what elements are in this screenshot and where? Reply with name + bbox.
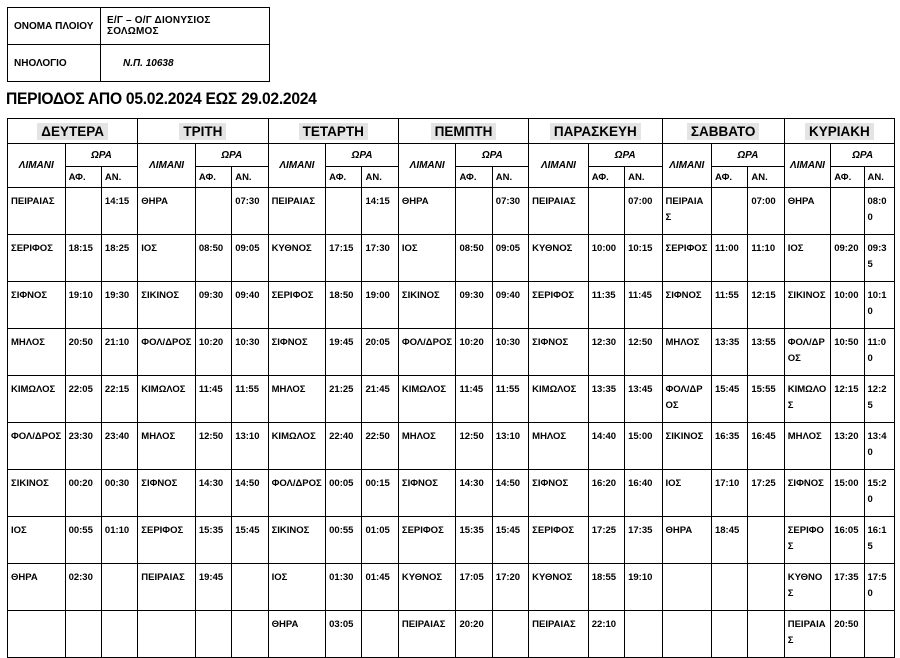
- port-cell: ΣΙΚΙΝΟΣ: [662, 423, 711, 470]
- arrival-cell: 16:35: [711, 423, 747, 470]
- port-cell: ΣΙΦΝΟΣ: [784, 470, 830, 517]
- departure-header: ΑΝ.: [362, 167, 398, 188]
- port-header: ΛΙΜΑΝΙ: [784, 144, 830, 188]
- departure-cell: 01:45: [362, 564, 398, 611]
- arrival-cell: 08:50: [456, 235, 492, 282]
- departure-cell: 13:45: [625, 376, 662, 423]
- table-row: [8, 470, 895, 517]
- departure-header: ΑΝ.: [232, 167, 268, 188]
- time-header: ΩΡΑ: [65, 144, 138, 167]
- arrival-cell: 15:45: [711, 376, 747, 423]
- registry-label: ΝΗΟΛΟΓΙΟ: [8, 45, 101, 82]
- arrival-cell: 01:30: [326, 564, 362, 611]
- departure-cell: 10:15: [625, 235, 662, 282]
- arrival-cell: 18:55: [588, 564, 624, 611]
- arrival-cell: 19:10: [65, 282, 101, 329]
- port-cell: ΘΗΡΑ: [8, 564, 66, 611]
- arrival-cell: 10:00: [588, 235, 624, 282]
- port-cell: ΣΕΡΙΦΟΣ: [784, 517, 830, 564]
- table-row: [8, 611, 895, 658]
- departure-cell: 17:25: [748, 470, 784, 517]
- port-cell: ΣΕΡΙΦΟΣ: [138, 517, 196, 564]
- port-cell: ΚΥΘΝΟΣ: [268, 235, 326, 282]
- table-row: [8, 235, 895, 282]
- arrival-cell: 19:45: [195, 564, 231, 611]
- port-cell: ΘΗΡΑ: [398, 188, 456, 235]
- departure-cell: 15:55: [748, 376, 784, 423]
- arrival-header: ΑΦ.: [588, 167, 624, 188]
- arrival-cell: 16:05: [831, 517, 864, 564]
- departure-cell: 10:30: [492, 329, 528, 376]
- port-cell: ΣΙΦΝΟΣ: [268, 329, 326, 376]
- day-label: ΤΕΤΑΡΤΗ: [299, 123, 368, 140]
- table-row: [8, 517, 895, 564]
- departure-cell: 07:30: [492, 188, 528, 235]
- arrival-cell: 10:20: [456, 329, 492, 376]
- arrival-cell: 11:55: [711, 282, 747, 329]
- arrival-cell: 22:10: [588, 611, 624, 658]
- port-cell: ΣΕΡΙΦΟΣ: [529, 517, 589, 564]
- port-cell: [138, 611, 196, 658]
- arrival-cell: [326, 188, 362, 235]
- day-label: ΤΡΙΤΗ: [179, 123, 226, 140]
- arrival-cell: 21:25: [326, 376, 362, 423]
- arrival-cell: 19:45: [326, 329, 362, 376]
- departure-cell: 22:15: [101, 376, 137, 423]
- departure-header: ΑΝ.: [748, 167, 784, 188]
- departure-cell: 17:30: [362, 235, 398, 282]
- arrival-cell: 18:50: [326, 282, 362, 329]
- arrival-cell: 12:50: [456, 423, 492, 470]
- departure-cell: 17:35: [625, 517, 662, 564]
- table-row: [8, 282, 895, 329]
- port-cell: ΚΥΘΝΟΣ: [529, 564, 589, 611]
- port-cell: ΠΕΙΡΑΙΑΣ: [138, 564, 196, 611]
- port-cell: ΙΟΣ: [138, 235, 196, 282]
- time-header: ΩΡΑ: [456, 144, 529, 167]
- ship-name-label: ΟΝΟΜΑ ΠΛΟΙΟΥ: [8, 8, 101, 45]
- arrival-cell: 12:15: [831, 376, 864, 423]
- departure-cell: 14:50: [232, 470, 268, 517]
- arrival-cell: 00:55: [326, 517, 362, 564]
- departure-cell: [362, 611, 398, 658]
- arrival-cell: [195, 611, 231, 658]
- table-row: [8, 329, 895, 376]
- departure-cell: 14:50: [492, 470, 528, 517]
- arrival-cell: 23:30: [65, 423, 101, 470]
- port-cell: ΚΥΘΝΟΣ: [398, 564, 456, 611]
- port-cell: ΠΕΙΡΑΙΑΣ: [662, 188, 711, 235]
- table-row: [8, 376, 895, 423]
- arrival-cell: 09:30: [456, 282, 492, 329]
- arrival-header: ΑΦ.: [456, 167, 492, 188]
- arrival-cell: 20:50: [831, 611, 864, 658]
- day-header-row: [8, 119, 895, 144]
- port-cell: ΚΙΜΩΛΟΣ: [268, 423, 326, 470]
- port-cell: ΜΗΛΟΣ: [8, 329, 66, 376]
- port-header: ΛΙΜΑΝΙ: [398, 144, 456, 188]
- arrival-header: ΑΦ.: [65, 167, 101, 188]
- arrival-cell: [65, 611, 101, 658]
- departure-header: ΑΝ.: [864, 167, 894, 188]
- departure-cell: 20:05: [362, 329, 398, 376]
- departure-cell: 16:45: [748, 423, 784, 470]
- arrival-cell: [195, 188, 231, 235]
- port-cell: ΣΙΦΝΟΣ: [138, 470, 196, 517]
- departure-header: ΑΝ.: [101, 167, 137, 188]
- port-cell: ΣΙΦΝΟΣ: [529, 470, 589, 517]
- departure-cell: 09:40: [492, 282, 528, 329]
- departure-cell: 13:55: [748, 329, 784, 376]
- ship-name-value: Ε/Γ – Ο/Γ ΔΙΟΝΥΣΙΟΣ ΣΟΛΩΜΟΣ: [101, 8, 270, 45]
- departure-cell: 07:00: [625, 188, 662, 235]
- table-row: [8, 423, 895, 470]
- port-cell: ΣΙΦΝΟΣ: [529, 329, 589, 376]
- arrival-cell: 20:50: [65, 329, 101, 376]
- port-cell: ΠΕΙΡΑΙΑΣ: [529, 188, 589, 235]
- departure-cell: 15:45: [232, 517, 268, 564]
- arrival-cell: [711, 611, 747, 658]
- arrival-header: ΑΦ.: [326, 167, 362, 188]
- departure-cell: 11:45: [625, 282, 662, 329]
- departure-cell: 11:00: [864, 329, 894, 376]
- day-label: ΔΕΥΤΕΡΑ: [37, 123, 108, 140]
- departure-cell: 10:30: [232, 329, 268, 376]
- departure-cell: 19:30: [101, 282, 137, 329]
- departure-cell: 08:00: [864, 188, 894, 235]
- arrival-cell: 13:35: [711, 329, 747, 376]
- port-header: ΛΙΜΑΝΙ: [662, 144, 711, 188]
- port-cell: ΚΙΜΩΛΟΣ: [784, 376, 830, 423]
- arrival-cell: 00:55: [65, 517, 101, 564]
- port-cell: ΣΙΦΝΟΣ: [662, 282, 711, 329]
- arrival-cell: 11:45: [456, 376, 492, 423]
- arrival-cell: [456, 188, 492, 235]
- departure-cell: [625, 611, 662, 658]
- departure-cell: 07:00: [748, 188, 784, 235]
- port-cell: ΙΟΣ: [784, 235, 830, 282]
- arrival-cell: 11:45: [195, 376, 231, 423]
- departure-cell: 09:35: [864, 235, 894, 282]
- departure-cell: 15:20: [864, 470, 894, 517]
- registry-value: Ν.Π. 10638: [101, 45, 270, 82]
- arrival-cell: 12:30: [588, 329, 624, 376]
- day-label: ΣΑΒΒΑΤΟ: [687, 123, 759, 140]
- departure-cell: 16:15: [864, 517, 894, 564]
- port-cell: ΣΙΚΙΝΟΣ: [268, 517, 326, 564]
- arrival-cell: 17:05: [456, 564, 492, 611]
- departure-header: ΑΝ.: [492, 167, 528, 188]
- departure-cell: 19:00: [362, 282, 398, 329]
- departure-cell: 09:05: [492, 235, 528, 282]
- departure-cell: 18:25: [101, 235, 137, 282]
- departure-cell: 00:30: [101, 470, 137, 517]
- departure-cell: 13:40: [864, 423, 894, 470]
- port-header: ΛΙΜΑΝΙ: [529, 144, 589, 188]
- departure-cell: [748, 611, 784, 658]
- time-header: ΩΡΑ: [711, 144, 784, 167]
- arrival-header: ΑΦ.: [831, 167, 864, 188]
- day-header: [138, 119, 268, 144]
- departure-cell: [864, 611, 894, 658]
- arrival-cell: 14:30: [195, 470, 231, 517]
- arrival-cell: 15:35: [456, 517, 492, 564]
- port-cell: ΠΕΙΡΑΙΑΣ: [784, 611, 830, 658]
- arrival-cell: 20:20: [456, 611, 492, 658]
- departure-cell: 11:55: [492, 376, 528, 423]
- table-row: [8, 564, 895, 611]
- time-header: ΩΡΑ: [831, 144, 895, 167]
- day-label: ΠΑΡΑΣΚΕΥΗ: [550, 123, 641, 140]
- port-cell: ΦΟΛ/ΔΡΟΣ: [398, 329, 456, 376]
- arrival-cell: 13:20: [831, 423, 864, 470]
- table-row: [8, 188, 895, 235]
- port-cell: ΦΟΛ/ΔΡΟΣ: [8, 423, 66, 470]
- arrival-cell: 11:00: [711, 235, 747, 282]
- port-cell: ΙΟΣ: [398, 235, 456, 282]
- port-cell: ΦΟΛ/ΔΡΟΣ: [268, 470, 326, 517]
- port-cell: ΣΙΦΝΟΣ: [398, 470, 456, 517]
- arrival-cell: 14:30: [456, 470, 492, 517]
- departure-cell: 15:45: [492, 517, 528, 564]
- arrival-cell: 17:15: [326, 235, 362, 282]
- day-label: ΚΥΡΙΑΚΗ: [805, 123, 874, 140]
- day-header: [8, 119, 138, 144]
- departure-cell: 12:50: [625, 329, 662, 376]
- port-header: ΛΙΜΑΝΙ: [268, 144, 326, 188]
- arrival-cell: 02:30: [65, 564, 101, 611]
- departure-cell: [232, 611, 268, 658]
- arrival-cell: 13:35: [588, 376, 624, 423]
- arrival-cell: [65, 188, 101, 235]
- port-cell: [662, 611, 711, 658]
- departure-cell: 11:55: [232, 376, 268, 423]
- period-title: ΠΕΡΙΟΔΟΣ ΑΠΟ 05.02.2024 ΕΩΣ 29.02.2024: [6, 89, 317, 108]
- port-cell: ΙΟΣ: [268, 564, 326, 611]
- departure-cell: 12:25: [864, 376, 894, 423]
- port-cell: ΘΗΡΑ: [138, 188, 196, 235]
- arrival-cell: 15:35: [195, 517, 231, 564]
- port-cell: ΙΟΣ: [662, 470, 711, 517]
- arrival-cell: 17:10: [711, 470, 747, 517]
- departure-cell: 16:40: [625, 470, 662, 517]
- day-header: [662, 119, 784, 144]
- departure-cell: 17:50: [864, 564, 894, 611]
- time-header: ΩΡΑ: [588, 144, 662, 167]
- departure-cell: 09:05: [232, 235, 268, 282]
- departure-cell: 13:10: [232, 423, 268, 470]
- port-cell: ΘΗΡΑ: [268, 611, 326, 658]
- departure-cell: 10:10: [864, 282, 894, 329]
- port-cell: ΜΗΛΟΣ: [138, 423, 196, 470]
- port-cell: ΣΙΚΙΝΟΣ: [8, 470, 66, 517]
- day-label: ΠΕΜΠΤΗ: [431, 123, 497, 140]
- port-cell: ΠΕΙΡΑΙΑΣ: [398, 611, 456, 658]
- port-cell: ΦΟΛ/ΔΡΟΣ: [138, 329, 196, 376]
- arrival-cell: 09:30: [195, 282, 231, 329]
- departure-cell: 21:45: [362, 376, 398, 423]
- departure-cell: [748, 517, 784, 564]
- port-cell: ΣΙΦΝΟΣ: [8, 282, 66, 329]
- port-cell: ΜΗΛΟΣ: [398, 423, 456, 470]
- port-cell: ΚΙΜΩΛΟΣ: [138, 376, 196, 423]
- departure-cell: 23:40: [101, 423, 137, 470]
- arrival-cell: 10:20: [195, 329, 231, 376]
- port-header: ΛΙΜΑΝΙ: [138, 144, 196, 188]
- arrival-header: ΑΦ.: [195, 167, 231, 188]
- departure-cell: [232, 564, 268, 611]
- port-cell: ΣΕΡΙΦΟΣ: [268, 282, 326, 329]
- port-cell: ΜΗΛΟΣ: [784, 423, 830, 470]
- port-cell: ΦΟΛ/ΔΡΟΣ: [784, 329, 830, 376]
- departure-cell: [101, 611, 137, 658]
- port-cell: ΣΙΚΙΝΟΣ: [138, 282, 196, 329]
- port-cell: ΚΙΜΩΛΟΣ: [398, 376, 456, 423]
- departure-cell: 17:20: [492, 564, 528, 611]
- arrival-cell: [711, 188, 747, 235]
- arrival-cell: [711, 564, 747, 611]
- departure-cell: 13:10: [492, 423, 528, 470]
- port-cell: [8, 611, 66, 658]
- vessel-info-table: [7, 7, 270, 82]
- arrival-cell: 11:35: [588, 282, 624, 329]
- port-cell: ΚΙΜΩΛΟΣ: [529, 376, 589, 423]
- departure-cell: [748, 564, 784, 611]
- day-header: [398, 119, 528, 144]
- departure-cell: 12:15: [748, 282, 784, 329]
- departure-cell: 14:15: [362, 188, 398, 235]
- port-cell: ΜΗΛΟΣ: [662, 329, 711, 376]
- port-cell: ΠΕΙΡΑΙΑΣ: [529, 611, 589, 658]
- arrival-cell: 17:25: [588, 517, 624, 564]
- arrival-cell: 00:20: [65, 470, 101, 517]
- arrival-cell: 10:00: [831, 282, 864, 329]
- port-cell: ΣΙΚΙΝΟΣ: [784, 282, 830, 329]
- departure-cell: 15:00: [625, 423, 662, 470]
- port-cell: ΚΙΜΩΛΟΣ: [8, 376, 66, 423]
- time-header: ΩΡΑ: [326, 144, 399, 167]
- port-cell: ΣΕΡΙΦΟΣ: [398, 517, 456, 564]
- arrival-header: ΑΦ.: [711, 167, 747, 188]
- port-cell: [662, 564, 711, 611]
- schedule-table: [7, 118, 895, 658]
- departure-cell: [492, 611, 528, 658]
- arrival-cell: 18:45: [711, 517, 747, 564]
- port-cell: ΣΙΚΙΝΟΣ: [398, 282, 456, 329]
- departure-cell: 07:30: [232, 188, 268, 235]
- port-cell: ΠΕΙΡΑΙΑΣ: [8, 188, 66, 235]
- departure-header: ΑΝ.: [625, 167, 662, 188]
- departure-cell: 00:15: [362, 470, 398, 517]
- port-cell: ΠΕΙΡΑΙΑΣ: [268, 188, 326, 235]
- arrival-cell: 18:15: [65, 235, 101, 282]
- arrival-cell: [588, 188, 624, 235]
- time-header: ΩΡΑ: [195, 144, 268, 167]
- arrival-cell: 09:20: [831, 235, 864, 282]
- arrival-cell: 03:05: [326, 611, 362, 658]
- port-cell: ΜΗΛΟΣ: [529, 423, 589, 470]
- port-cell: ΣΕΡΙΦΟΣ: [662, 235, 711, 282]
- port-cell: ΚΥΘΝΟΣ: [784, 564, 830, 611]
- port-cell: ΜΗΛΟΣ: [268, 376, 326, 423]
- arrival-cell: 16:20: [588, 470, 624, 517]
- arrival-cell: 22:05: [65, 376, 101, 423]
- arrival-cell: [831, 188, 864, 235]
- port-cell: ΣΕΡΙΦΟΣ: [8, 235, 66, 282]
- departure-cell: 01:05: [362, 517, 398, 564]
- port-cell: ΘΗΡΑ: [784, 188, 830, 235]
- port-cell: ΣΕΡΙΦΟΣ: [529, 282, 589, 329]
- day-header: [268, 119, 398, 144]
- departure-cell: 22:50: [362, 423, 398, 470]
- arrival-cell: 22:40: [326, 423, 362, 470]
- arrival-cell: 17:35: [831, 564, 864, 611]
- port-cell: ΙΟΣ: [8, 517, 66, 564]
- departure-cell: 14:15: [101, 188, 137, 235]
- port-cell: ΚΥΘΝΟΣ: [529, 235, 589, 282]
- departure-cell: 21:10: [101, 329, 137, 376]
- departure-cell: 11:10: [748, 235, 784, 282]
- arrival-cell: 14:40: [588, 423, 624, 470]
- column-header-row: [8, 144, 895, 167]
- arrival-cell: 08:50: [195, 235, 231, 282]
- port-cell: ΦΟΛ/ΔΡΟΣ: [662, 376, 711, 423]
- arrival-cell: 12:50: [195, 423, 231, 470]
- arrival-cell: 15:00: [831, 470, 864, 517]
- day-header: [529, 119, 662, 144]
- day-header: [784, 119, 894, 144]
- arrival-cell: 00:05: [326, 470, 362, 517]
- departure-cell: 09:40: [232, 282, 268, 329]
- departure-cell: 01:10: [101, 517, 137, 564]
- arrival-cell: 10:50: [831, 329, 864, 376]
- port-header: ΛΙΜΑΝΙ: [8, 144, 66, 188]
- departure-cell: [101, 564, 137, 611]
- port-cell: ΘΗΡΑ: [662, 517, 711, 564]
- departure-cell: 19:10: [625, 564, 662, 611]
